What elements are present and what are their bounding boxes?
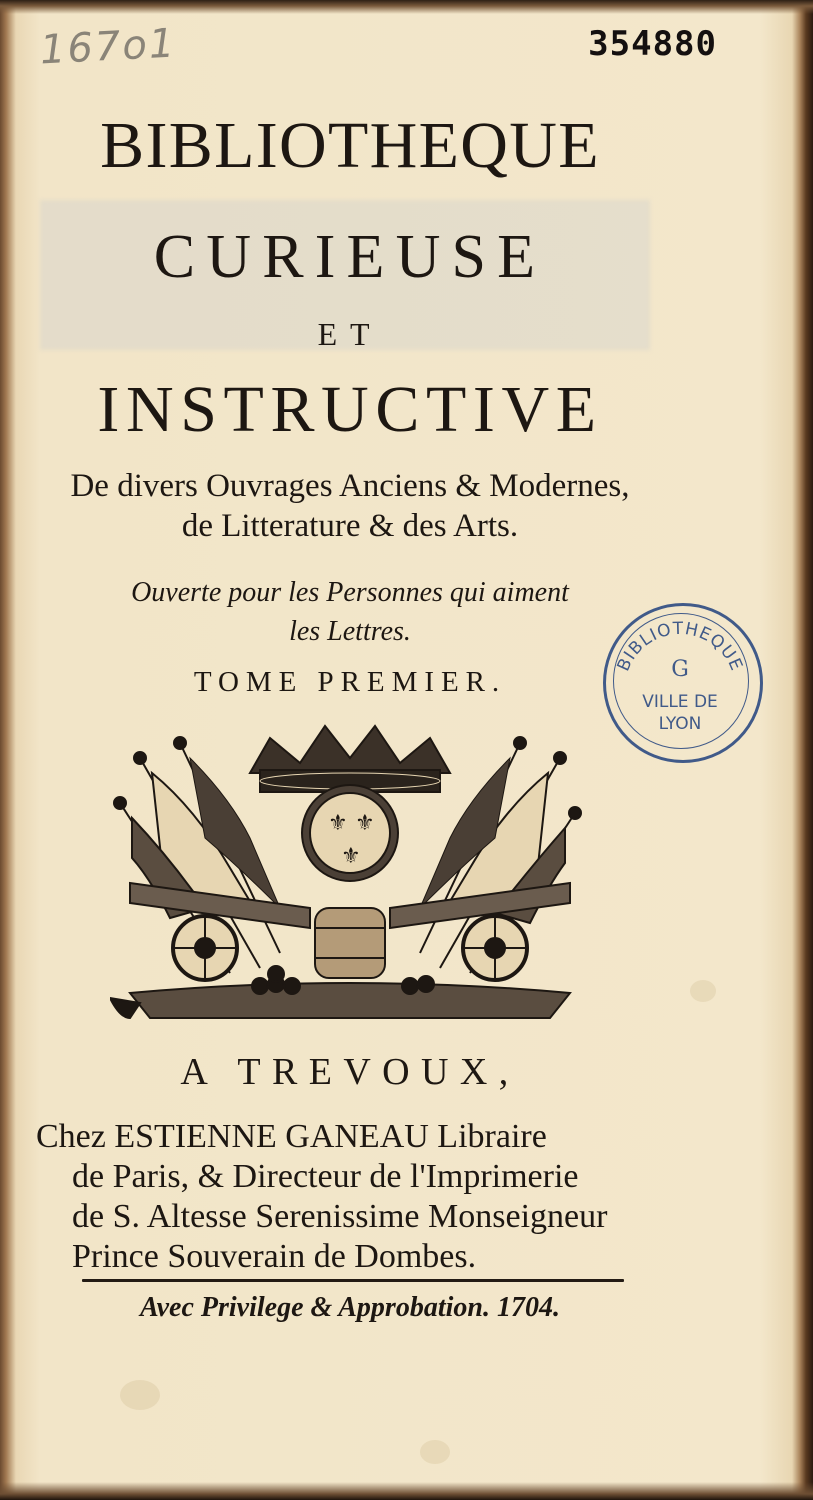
stamp-arc-text: BIBLIOTHEQUE — [613, 618, 747, 675]
volume-label: TOME PREMIER. — [193, 666, 507, 698]
imprint-line-1: Chez ESTIENNE GANEAU Libraire — [36, 1118, 547, 1155]
svg-text:⚜: ⚜ — [355, 811, 375, 836]
page-bottom-edge — [0, 1482, 813, 1500]
dedication-line-1: Ouverte pour les Personnes qui aiment — [131, 577, 569, 608]
imprint-city: A TREVOUX, — [180, 1051, 520, 1093]
title-line-1: BIBLIOTHEQUE — [100, 109, 600, 182]
imprint-line-3: de S. Altesse Serenissime Monseigneur — [72, 1198, 608, 1235]
subtitle-line-2: de Litterature & des Arts. — [181, 508, 519, 544]
title-line-2: CURIEUSE — [153, 223, 547, 291]
stamp-letter: G — [671, 657, 689, 682]
stamp-svg — [603, 603, 757, 757]
imprint-line-2: de Paris, & Directeur de l'Imprimerie — [72, 1158, 579, 1195]
title-line-3: ET — [317, 316, 383, 352]
shelf-mark: 167o1 — [38, 20, 178, 74]
stamp-line-1: VILLE DE — [642, 692, 718, 712]
foxing-spot — [420, 1440, 450, 1464]
subtitle-line-1: De divers Ouvrages Anciens & Modernes, — [70, 468, 630, 504]
horizontal-rule — [82, 1279, 624, 1282]
svg-text:⚜: ⚜ — [328, 811, 348, 836]
library-stamp — [603, 603, 763, 763]
privilege-line: Avec Privilege & Approbation. 1704. — [140, 1292, 560, 1323]
dedication-line-2: les Lettres. — [289, 616, 411, 647]
foxing-spot — [690, 980, 716, 1002]
stamp-line-2: LYON — [658, 714, 702, 734]
imprint-line-4: Prince Souverain de Dombes. — [72, 1238, 477, 1275]
foxing-spot — [120, 1380, 160, 1410]
page-top-edge — [0, 0, 813, 14]
svg-text:⚜: ⚜ — [341, 844, 361, 869]
title-line-4: INSTRUCTIVE — [97, 373, 603, 446]
accession-number: 354880 — [588, 24, 717, 64]
crown-trophy-of-arms-icon — [110, 718, 590, 1038]
